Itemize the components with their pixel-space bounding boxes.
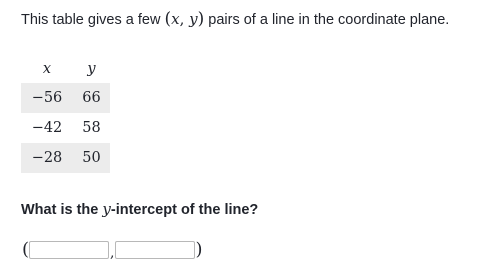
- column-header-y: y: [87, 61, 96, 77]
- question-before: What is the: [21, 202, 103, 218]
- cell-x: −28: [21, 143, 73, 173]
- question-var-y: y: [102, 200, 111, 218]
- prompt-text-after: pairs of a line in the coordinate plane.: [204, 12, 450, 28]
- table-row: [21, 83, 110, 113]
- xy-pairs-table: [21, 55, 110, 173]
- cell-x: −56: [21, 83, 73, 113]
- column-header-x: x: [42, 61, 52, 77]
- comma-separator: ,: [110, 245, 115, 261]
- cell-y: 58: [82, 120, 101, 136]
- answer-x-input[interactable]: [29, 241, 109, 259]
- math-var-y: y: [189, 10, 198, 28]
- math-var-x: x: [171, 10, 180, 28]
- cell-y: 66: [73, 83, 110, 113]
- table-row: [21, 143, 110, 173]
- math-comma: ,: [179, 10, 190, 28]
- close-paren: ): [195, 239, 203, 260]
- question-after: -intercept of the line?: [110, 202, 259, 218]
- prompt-text-before: This table gives a few: [21, 12, 165, 28]
- xy-pair-expression: (x, y): [164, 9, 205, 29]
- answer-coordinate-input: [22, 239, 203, 261]
- table-header-row: [21, 55, 110, 83]
- table-row: [21, 113, 110, 143]
- cell-y: 50: [73, 143, 110, 173]
- problem-prompt: [21, 8, 449, 31]
- open-paren: (: [22, 239, 30, 260]
- question-text: [21, 198, 258, 221]
- cell-x: −42: [31, 120, 63, 136]
- answer-y-input[interactable]: [115, 241, 195, 259]
